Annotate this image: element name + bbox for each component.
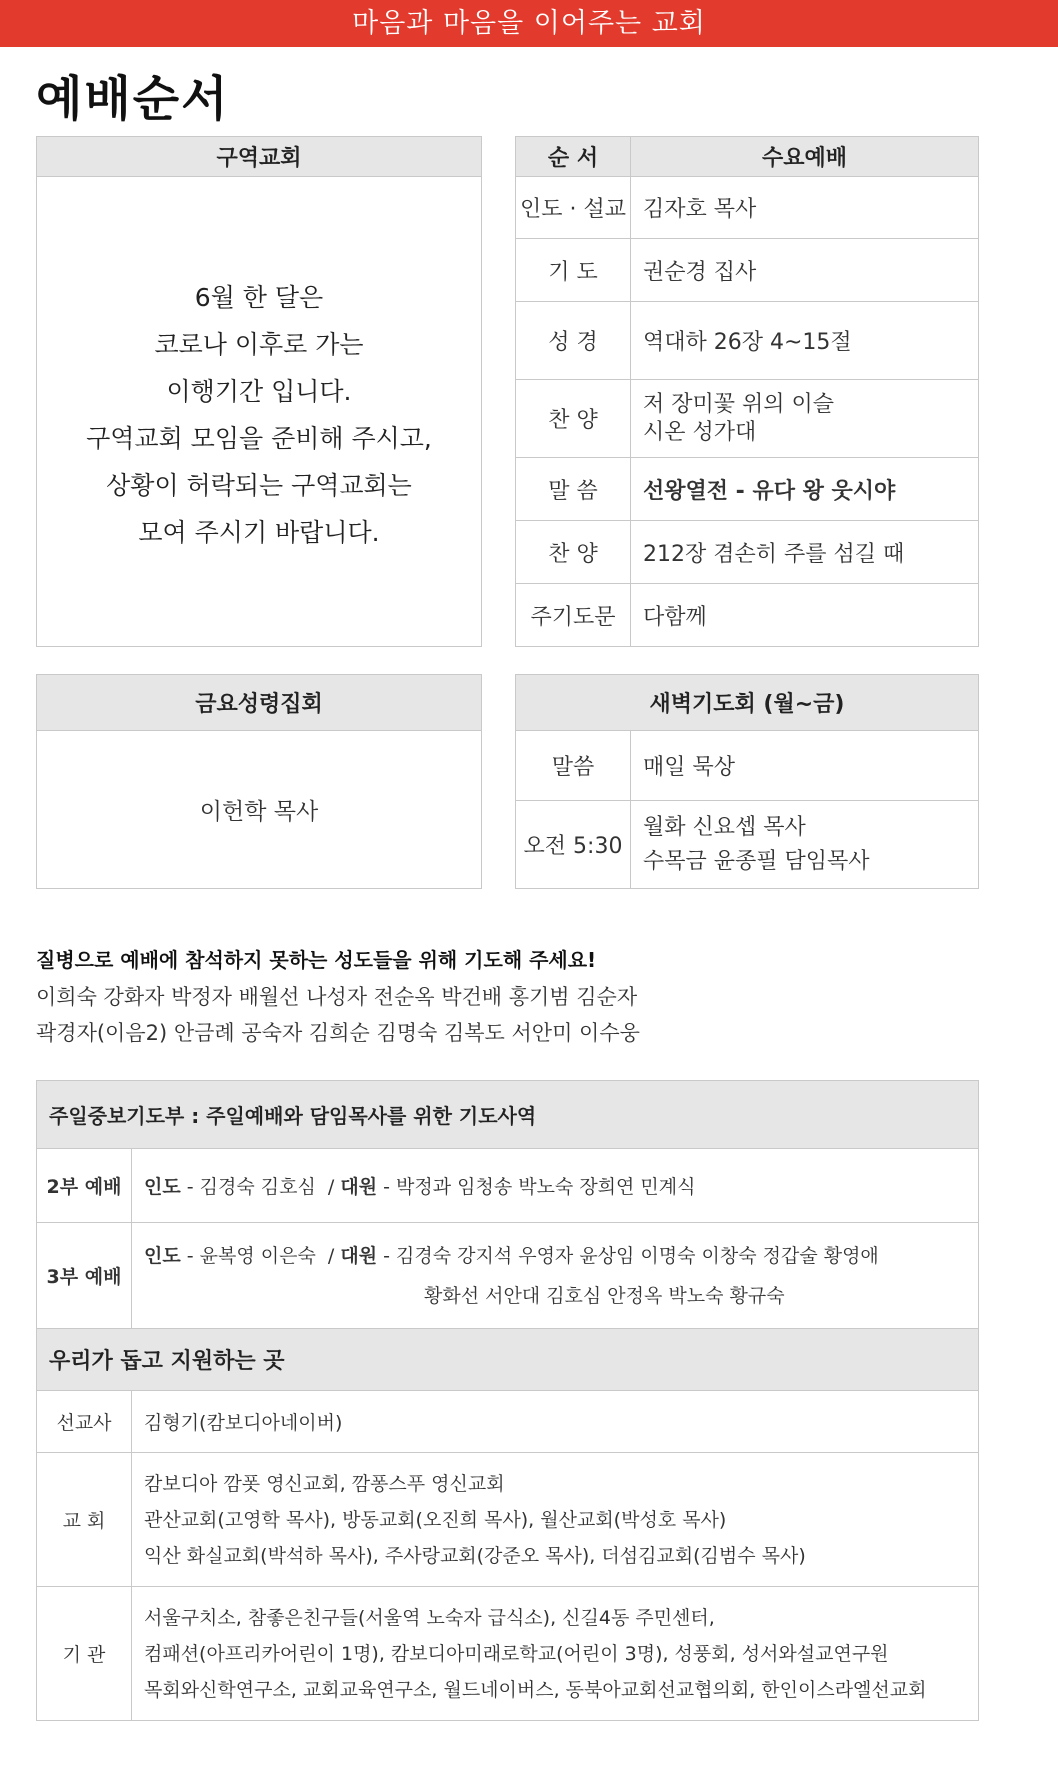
hymn-title: 저 장미꽃 위의 이슬 xyxy=(643,391,834,417)
intercession-header: 주일중보기도부 : 주일예배와 담임목사를 위한 기도사역 xyxy=(37,1081,979,1149)
service3-label: 3부 예배 xyxy=(37,1223,132,1329)
friday-leader: 이헌학 목사 xyxy=(37,731,482,889)
rep-names: 김경숙 강지석 우영자 윤상임 이명숙 이창숙 정갑술 황영애 xyxy=(396,1244,879,1267)
friday-box xyxy=(36,674,482,889)
district-message-line: 모여 주시기 바랍니다. xyxy=(138,518,380,547)
org-line: 컴패션(아프리카어린이 1명), 캄보디아미래로학교(어린이 3명), 성풍회, 성서와설교연구원 xyxy=(144,1642,889,1665)
wednesday-header: 수요예배 xyxy=(631,137,979,177)
sick-heading: 질병으로 예배에 참석하지 못하는 성도들을 위해 기도해 주세요! xyxy=(36,948,597,972)
district-message-line: 코로나 이후로 가는 xyxy=(154,330,364,359)
lead-label: 인도 xyxy=(144,1176,181,1198)
district-box xyxy=(36,136,482,647)
choir-name: 시온 성가대 xyxy=(643,419,757,445)
top-banner: 마음과 마음을 이어주는 교회 xyxy=(0,0,1058,47)
org-label: 기 관 xyxy=(37,1587,132,1721)
rep-names: 박정과 임청송 박노숙 장희연 민계식 xyxy=(396,1176,696,1198)
district-message-line: 상황이 허락되는 구역교회는 xyxy=(106,471,412,500)
row-value xyxy=(631,380,979,458)
service2-roster: 인도 - 김경숙 김호심 / 대원 - 박정과 임청송 박노숙 장희연 민계식 xyxy=(132,1149,979,1223)
missionary-label: 선교사 xyxy=(37,1391,132,1453)
row-label: 찬 양 xyxy=(516,380,631,458)
row-label: 인도 · 설교 xyxy=(516,177,631,239)
row-value: 212장 겸손히 주를 섬길 때 xyxy=(631,521,979,584)
row-label: 주기도문 xyxy=(516,584,631,647)
dawn-table xyxy=(515,674,979,889)
row-value: 권순경 집사 xyxy=(631,239,979,302)
district-message-line: 구역교회 모임을 준비해 주시고, xyxy=(86,424,432,453)
church-label: 교 회 xyxy=(37,1453,132,1587)
district-message xyxy=(37,177,482,647)
mon-tue-leader: 월화 신요셉 목사 xyxy=(643,814,806,840)
wednesday-table xyxy=(515,136,979,647)
missionary-value: 김형기(캄보디아네이버) xyxy=(132,1391,979,1453)
row-label: 오전 5:30 xyxy=(516,801,631,889)
lead-names: 윤복영 이은숙 xyxy=(199,1244,316,1267)
rep-label: 대원 xyxy=(340,1176,378,1198)
lead-names: 김경숙 김호심 xyxy=(199,1176,316,1198)
ministry-table xyxy=(36,1080,979,1721)
sick-names-line: 이희숙 강화자 박정자 배월선 나성자 전순옥 박건배 홍기범 김순자 xyxy=(36,985,638,1009)
row-label: 성 경 xyxy=(516,302,631,380)
lead-label: 인도 xyxy=(144,1244,181,1267)
org-list xyxy=(132,1587,979,1721)
church-line: 캄보디아 깜폿 영신교회, 깜퐁스푸 영신교회 xyxy=(144,1472,505,1495)
sick-names-line: 곽경자(이음2) 안금례 공숙자 김희순 김명숙 김복도 서안미 이수웅 xyxy=(36,1021,640,1045)
org-line: 목회와신학연구소, 교회교육연구소, 월드네이버스, 동북아교회선교협의회, 한인이스라엘선교회 xyxy=(144,1678,927,1701)
row-value: 다함께 xyxy=(631,584,979,647)
sick-prayer-list xyxy=(36,944,936,1051)
district-header: 구역교회 xyxy=(37,137,482,177)
sermon-title: 선왕열전 - 유다 왕 웃시야 xyxy=(631,458,979,521)
row-value xyxy=(631,801,979,889)
service2-label: 2부 예배 xyxy=(37,1149,132,1223)
church-line: 익산 화실교회(박석하 목사), 주사랑교회(강준오 목사), 더섬김교회(김범수 목사) xyxy=(144,1544,806,1567)
row-label: 기 도 xyxy=(516,239,631,302)
district-message-line: 6월 한 달은 xyxy=(194,283,324,312)
row-label: 찬 양 xyxy=(516,521,631,584)
district-message-line: 이행기간 입니다. xyxy=(166,377,352,406)
row-value: 김자호 목사 xyxy=(631,177,979,239)
church-list xyxy=(132,1453,979,1587)
org-line: 서울구치소, 참좋은친구들(서울역 노숙자 급식소), 신길4동 주민센터, xyxy=(144,1606,715,1629)
order-header: 순 서 xyxy=(516,137,631,177)
service3-roster: 인도 - 윤복영 이은숙 / 대원 - 김경숙 강지석 우영자 윤상임 이명숙 이창숙 정갑술 황영애 황화선 서안대 김호심 안정옥 박노숙 황규숙 xyxy=(132,1223,979,1329)
wed-fri-leader: 수목금 윤종필 담임목사 xyxy=(643,848,870,874)
row-label: 말씀 xyxy=(516,731,631,801)
page-title: 예배순서 xyxy=(36,71,230,127)
rep-label: 대원 xyxy=(340,1244,378,1267)
support-header: 우리가 돕고 지원하는 곳 xyxy=(37,1329,979,1391)
friday-header: 금요성령집회 xyxy=(37,675,482,731)
row-value: 역대하 26장 4~15절 xyxy=(631,302,979,380)
dawn-header: 새벽기도회 (월~금) xyxy=(516,675,979,731)
church-line: 관산교회(고영학 목사), 방동교회(오진희 목사), 월산교회(박성호 목사) xyxy=(144,1508,727,1531)
rep-names-continued: 황화선 서안대 김호심 안정옥 박노숙 황규숙 xyxy=(424,1284,785,1307)
row-value: 매일 묵상 xyxy=(631,731,979,801)
row-label: 말 씀 xyxy=(516,458,631,521)
